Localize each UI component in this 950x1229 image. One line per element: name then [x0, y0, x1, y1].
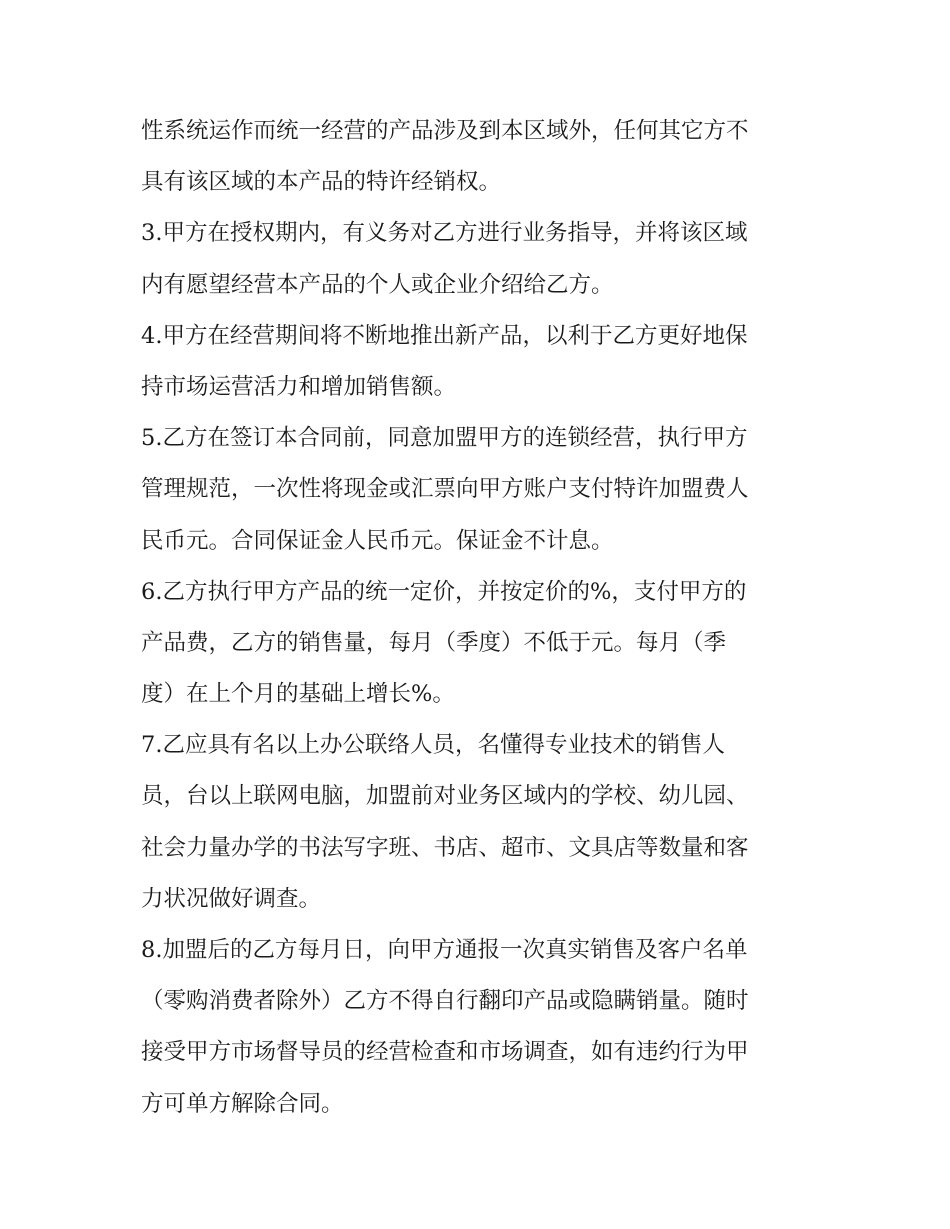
text-line: 内有愿望经营本产品的个人或企业介绍给乙方。 — [141, 271, 614, 298]
text-line: 管理规范，一次性将现金或汇票向甲方账户支付特许加盟费人 — [141, 476, 749, 503]
text-line: 性系统运作而统一经营的产品涉及到本区域外，任何其它方不 — [141, 118, 749, 144]
text-line: 产品费，乙方的销售量，每月（季度）不低于元。每月（季 — [141, 629, 727, 656]
text-line: 具有该区域的本产品的特许经销权。 — [141, 169, 502, 196]
clause-7-line: 7.乙应具有名以上办公联络人员，名懂得专业技术的销售人 — [141, 732, 725, 759]
text-line: 持市场运营活力和增加销售额。 — [141, 373, 457, 400]
text-line: 度）在上个月的基础上增长%。 — [141, 681, 455, 708]
text-line: 力状况做好调查。 — [141, 885, 322, 912]
clause-3-line: 3.甲方在授权期内，有义务对乙方进行业务指导，并将该区域 — [141, 220, 748, 247]
clause-6-line: 6.乙方执行甲方产品的统一定价，并按定价的%，支付甲方的 — [141, 578, 747, 605]
text-line: 员，台以上联网电脑，加盟前对业务区域内的学校、幼儿园、 — [141, 783, 749, 810]
text-line: 方可单方解除合同。 — [141, 1090, 344, 1117]
contract-body — [141, 106, 813, 1130]
clause-8-line: 8.加盟后的乙方每月日，向甲方通报一次真实销售及客户名单 — [141, 937, 748, 963]
text-line: 民币元。合同保证金人民币元。保证金不计息。 — [141, 527, 614, 554]
text-line: （零购消费者除外）乙方不得自行翻印产品或隐瞒销量。随时 — [141, 988, 749, 1015]
clause-4-line: 4.甲方在经营期间将不断地推出新产品，以利于乙方更好地保 — [141, 322, 748, 349]
text-line: 社会力量办学的书法写字班、书店、超市、文具店等数量和客 — [141, 834, 749, 861]
text-line: 接受甲方市场督导员的经营检查和市场调查，如有违约行为甲 — [141, 1039, 749, 1066]
clause-5-line: 5.乙方在签订本合同前，同意加盟甲方的连锁经营，执行甲方 — [141, 425, 748, 452]
